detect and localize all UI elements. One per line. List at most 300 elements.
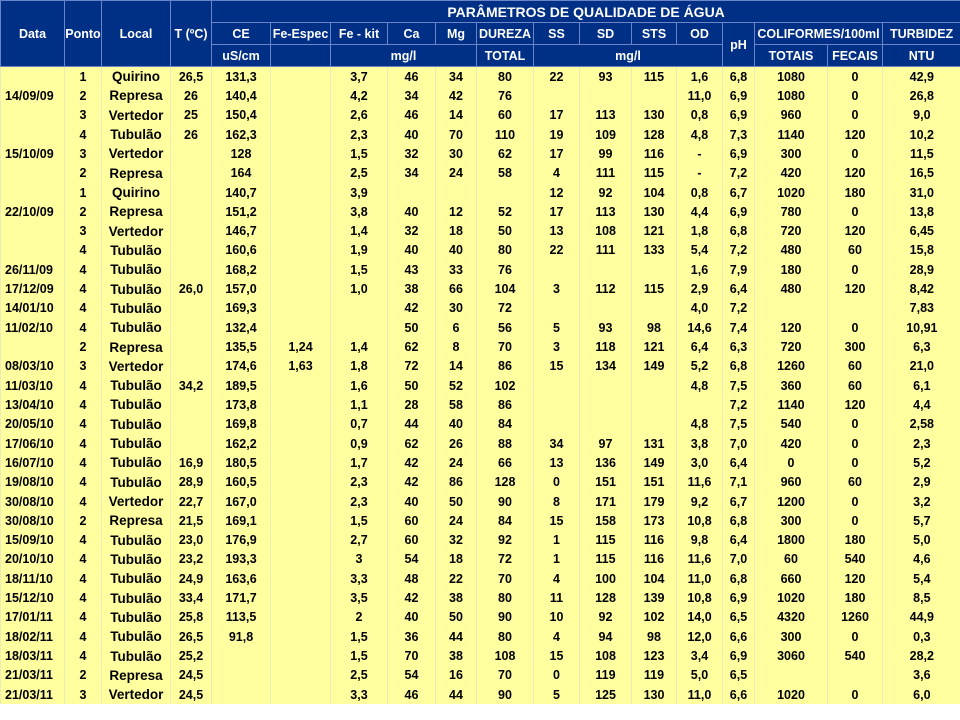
cell-sts[interactable]: 133 bbox=[632, 241, 677, 260]
cell-ca[interactable]: 42 bbox=[388, 299, 436, 318]
header-sts[interactable]: STS bbox=[632, 23, 677, 45]
cell-sts[interactable] bbox=[632, 299, 677, 318]
header-mg[interactable]: Mg bbox=[436, 23, 477, 45]
cell-fe-kit[interactable] bbox=[331, 318, 388, 337]
cell-data[interactable] bbox=[1, 67, 65, 87]
cell-data[interactable]: 11/03/10 bbox=[1, 376, 65, 395]
cell-turbidez[interactable]: 5,0 bbox=[883, 531, 960, 550]
cell-mg[interactable]: 50 bbox=[436, 608, 477, 627]
cell-ph[interactable]: 6,4 bbox=[723, 453, 755, 472]
cell-ss[interactable]: 4 bbox=[534, 569, 580, 588]
cell-mg[interactable]: 22 bbox=[436, 569, 477, 588]
cell-mg[interactable]: 70 bbox=[436, 125, 477, 144]
cell-ponto[interactable]: 4 bbox=[65, 395, 102, 414]
cell-local[interactable]: Tubulão bbox=[102, 415, 171, 434]
cell-coliformes-totais[interactable]: 1020 bbox=[755, 588, 828, 607]
cell-ce[interactable]: 113,5 bbox=[212, 608, 271, 627]
header-ss[interactable]: SS bbox=[534, 23, 580, 45]
cell-local[interactable]: Tubulão bbox=[102, 608, 171, 627]
cell-coliformes-totais[interactable]: 1800 bbox=[755, 531, 828, 550]
cell-od[interactable]: 14,6 bbox=[677, 318, 723, 337]
cell-ca[interactable]: 60 bbox=[388, 531, 436, 550]
cell-ph[interactable]: 7,2 bbox=[723, 395, 755, 414]
cell-turbidez[interactable]: 6,0 bbox=[883, 685, 960, 704]
cell-local[interactable]: Vertedor bbox=[102, 106, 171, 125]
cell-dureza[interactable]: 80 bbox=[477, 627, 534, 646]
cell-sd[interactable]: 93 bbox=[580, 67, 632, 87]
cell-temperature[interactable] bbox=[171, 144, 212, 163]
cell-ph[interactable]: 7,4 bbox=[723, 318, 755, 337]
cell-temperature[interactable]: 26 bbox=[171, 125, 212, 144]
cell-turbidez[interactable]: 26,8 bbox=[883, 86, 960, 105]
cell-sts[interactable]: 115 bbox=[632, 164, 677, 183]
cell-sts[interactable] bbox=[632, 415, 677, 434]
cell-fe-kit[interactable]: 1,7 bbox=[331, 453, 388, 472]
cell-coliformes-fecais[interactable]: 180 bbox=[828, 531, 883, 550]
cell-data[interactable]: 15/12/10 bbox=[1, 588, 65, 607]
cell-mg[interactable] bbox=[436, 183, 477, 202]
cell-dureza[interactable]: 102 bbox=[477, 376, 534, 395]
cell-ponto[interactable]: 4 bbox=[65, 453, 102, 472]
cell-coliformes-fecais[interactable]: 540 bbox=[828, 550, 883, 569]
cell-sd[interactable]: 158 bbox=[580, 511, 632, 530]
cell-turbidez[interactable]: 0,3 bbox=[883, 627, 960, 646]
cell-fe-kit[interactable]: 2,7 bbox=[331, 531, 388, 550]
cell-sts[interactable]: 116 bbox=[632, 144, 677, 163]
cell-ph[interactable]: 6,7 bbox=[723, 183, 755, 202]
cell-local[interactable]: Tubulão bbox=[102, 588, 171, 607]
cell-ss[interactable]: 3 bbox=[534, 279, 580, 298]
cell-mg[interactable]: 52 bbox=[436, 376, 477, 395]
header-local[interactable]: Local bbox=[102, 1, 171, 67]
cell-coliformes-totais[interactable]: 720 bbox=[755, 337, 828, 356]
cell-fe-espec[interactable] bbox=[271, 106, 331, 125]
cell-od[interactable]: 1,6 bbox=[677, 67, 723, 87]
cell-turbidez[interactable]: 5,7 bbox=[883, 511, 960, 530]
cell-fe-kit[interactable]: 1,1 bbox=[331, 395, 388, 414]
cell-coliformes-totais[interactable]: 360 bbox=[755, 376, 828, 395]
cell-local[interactable]: Tubulão bbox=[102, 318, 171, 337]
cell-ca[interactable]: 42 bbox=[388, 453, 436, 472]
cell-sd[interactable]: 128 bbox=[580, 588, 632, 607]
cell-ca[interactable]: 54 bbox=[388, 550, 436, 569]
cell-dureza[interactable]: 84 bbox=[477, 415, 534, 434]
cell-ponto[interactable]: 4 bbox=[65, 241, 102, 260]
cell-fe-kit[interactable]: 1,5 bbox=[331, 627, 388, 646]
cell-data[interactable] bbox=[1, 222, 65, 241]
cell-ce[interactable]: 167,0 bbox=[212, 492, 271, 511]
cell-od[interactable]: 4,8 bbox=[677, 415, 723, 434]
cell-mg[interactable]: 24 bbox=[436, 164, 477, 183]
cell-fe-kit[interactable]: 1,9 bbox=[331, 241, 388, 260]
cell-coliformes-totais[interactable] bbox=[755, 666, 828, 685]
cell-od[interactable]: 5,0 bbox=[677, 666, 723, 685]
cell-coliformes-fecais[interactable]: 180 bbox=[828, 183, 883, 202]
cell-fe-kit[interactable]: 3,8 bbox=[331, 202, 388, 221]
cell-fe-kit[interactable]: 1,8 bbox=[331, 357, 388, 376]
cell-od[interactable]: 10,8 bbox=[677, 511, 723, 530]
cell-od[interactable]: 11,6 bbox=[677, 550, 723, 569]
cell-temperature[interactable] bbox=[171, 357, 212, 376]
cell-coliformes-fecais[interactable]: 120 bbox=[828, 222, 883, 241]
cell-ss[interactable]: 5 bbox=[534, 318, 580, 337]
cell-local[interactable]: Represa bbox=[102, 86, 171, 105]
cell-sts[interactable] bbox=[632, 86, 677, 105]
header-sd[interactable]: SD bbox=[580, 23, 632, 45]
cell-dureza[interactable]: 70 bbox=[477, 337, 534, 356]
cell-sd[interactable]: 92 bbox=[580, 608, 632, 627]
cell-dureza[interactable]: 56 bbox=[477, 318, 534, 337]
cell-fe-kit[interactable]: 3,9 bbox=[331, 183, 388, 202]
cell-ca[interactable]: 40 bbox=[388, 608, 436, 627]
cell-coliformes-totais[interactable]: 300 bbox=[755, 511, 828, 530]
cell-ca[interactable]: 40 bbox=[388, 241, 436, 260]
cell-fe-kit[interactable]: 2,5 bbox=[331, 164, 388, 183]
cell-ponto[interactable]: 4 bbox=[65, 569, 102, 588]
cell-ss[interactable] bbox=[534, 260, 580, 279]
cell-ca[interactable]: 42 bbox=[388, 588, 436, 607]
cell-data[interactable]: 18/03/11 bbox=[1, 646, 65, 665]
cell-ss[interactable] bbox=[534, 376, 580, 395]
cell-data[interactable] bbox=[1, 106, 65, 125]
cell-mg[interactable]: 24 bbox=[436, 511, 477, 530]
cell-sts[interactable]: 115 bbox=[632, 67, 677, 87]
cell-fe-espec[interactable] bbox=[271, 164, 331, 183]
cell-ponto[interactable]: 2 bbox=[65, 511, 102, 530]
cell-coliformes-totais[interactable]: 1020 bbox=[755, 685, 828, 704]
cell-ph[interactable]: 7,5 bbox=[723, 376, 755, 395]
cell-temperature[interactable] bbox=[171, 299, 212, 318]
cell-turbidez[interactable]: 5,4 bbox=[883, 569, 960, 588]
cell-fe-kit[interactable]: 3,7 bbox=[331, 67, 388, 87]
cell-ce[interactable]: 132,4 bbox=[212, 318, 271, 337]
cell-coliformes-fecais[interactable]: 0 bbox=[828, 202, 883, 221]
cell-ponto[interactable]: 2 bbox=[65, 86, 102, 105]
cell-mg[interactable]: 12 bbox=[436, 202, 477, 221]
cell-ph[interactable]: 6,8 bbox=[723, 357, 755, 376]
cell-data[interactable] bbox=[1, 337, 65, 356]
cell-ponto[interactable]: 4 bbox=[65, 550, 102, 569]
cell-sd[interactable]: 92 bbox=[580, 183, 632, 202]
cell-ce[interactable]: 193,3 bbox=[212, 550, 271, 569]
cell-local[interactable]: Tubulão bbox=[102, 395, 171, 414]
cell-fe-kit[interactable]: 0,7 bbox=[331, 415, 388, 434]
cell-od[interactable]: 12,0 bbox=[677, 627, 723, 646]
cell-ph[interactable]: 6,9 bbox=[723, 202, 755, 221]
cell-fe-espec[interactable] bbox=[271, 434, 331, 453]
cell-od[interactable]: 3,8 bbox=[677, 434, 723, 453]
cell-ca[interactable]: 46 bbox=[388, 685, 436, 704]
cell-ce[interactable]: 171,7 bbox=[212, 588, 271, 607]
cell-sd[interactable]: 136 bbox=[580, 453, 632, 472]
cell-temperature[interactable] bbox=[171, 183, 212, 202]
cell-ponto[interactable]: 3 bbox=[65, 685, 102, 704]
cell-ca[interactable]: 43 bbox=[388, 260, 436, 279]
cell-ce[interactable]: 91,8 bbox=[212, 627, 271, 646]
cell-fe-kit[interactable]: 2,5 bbox=[331, 666, 388, 685]
cell-ph[interactable]: 6,8 bbox=[723, 222, 755, 241]
cell-coliformes-fecais[interactable]: 0 bbox=[828, 106, 883, 125]
cell-sts[interactable]: 119 bbox=[632, 666, 677, 685]
cell-fe-kit[interactable]: 4,2 bbox=[331, 86, 388, 105]
header-data[interactable]: Data bbox=[1, 1, 65, 67]
cell-sts[interactable]: 131 bbox=[632, 434, 677, 453]
cell-ca[interactable]: 72 bbox=[388, 357, 436, 376]
cell-fe-espec[interactable] bbox=[271, 67, 331, 87]
cell-turbidez[interactable]: 10,91 bbox=[883, 318, 960, 337]
cell-ce[interactable]: 176,9 bbox=[212, 531, 271, 550]
cell-coliformes-fecais[interactable]: 0 bbox=[828, 144, 883, 163]
cell-od[interactable]: 4,0 bbox=[677, 299, 723, 318]
cell-fe-kit[interactable]: 3,3 bbox=[331, 685, 388, 704]
cell-sd[interactable]: 118 bbox=[580, 337, 632, 356]
cell-turbidez[interactable]: 6,45 bbox=[883, 222, 960, 241]
header-temperature[interactable]: T (ºC) bbox=[171, 1, 212, 67]
cell-ph[interactable]: 6,8 bbox=[723, 67, 755, 87]
cell-data[interactable]: 21/03/11 bbox=[1, 685, 65, 704]
cell-ponto[interactable]: 4 bbox=[65, 434, 102, 453]
cell-ce[interactable]: 128 bbox=[212, 144, 271, 163]
cell-sts[interactable] bbox=[632, 376, 677, 395]
cell-sd[interactable]: 100 bbox=[580, 569, 632, 588]
cell-ce[interactable]: 169,1 bbox=[212, 511, 271, 530]
cell-data[interactable]: 21/03/11 bbox=[1, 666, 65, 685]
cell-dureza[interactable]: 72 bbox=[477, 550, 534, 569]
cell-temperature[interactable]: 25,2 bbox=[171, 646, 212, 665]
cell-ca[interactable]: 28 bbox=[388, 395, 436, 414]
cell-sd[interactable] bbox=[580, 299, 632, 318]
cell-mg[interactable]: 66 bbox=[436, 279, 477, 298]
cell-local[interactable]: Tubulão bbox=[102, 376, 171, 395]
cell-local[interactable]: Tubulão bbox=[102, 531, 171, 550]
cell-coliformes-totais[interactable]: 180 bbox=[755, 260, 828, 279]
cell-turbidez[interactable]: 21,0 bbox=[883, 357, 960, 376]
cell-od[interactable]: 0,8 bbox=[677, 106, 723, 125]
cell-dureza[interactable]: 80 bbox=[477, 241, 534, 260]
cell-coliformes-totais[interactable]: 960 bbox=[755, 473, 828, 492]
cell-fe-kit[interactable]: 2,3 bbox=[331, 125, 388, 144]
cell-ss[interactable] bbox=[534, 299, 580, 318]
cell-temperature[interactable]: 26,5 bbox=[171, 627, 212, 646]
cell-od[interactable]: 3,4 bbox=[677, 646, 723, 665]
cell-od[interactable]: 14,0 bbox=[677, 608, 723, 627]
cell-temperature[interactable]: 34,2 bbox=[171, 376, 212, 395]
cell-coliformes-fecais[interactable]: 0 bbox=[828, 415, 883, 434]
cell-sd[interactable]: 113 bbox=[580, 106, 632, 125]
cell-mg[interactable]: 34 bbox=[436, 67, 477, 87]
cell-ph[interactable]: 7,2 bbox=[723, 241, 755, 260]
cell-sd[interactable]: 94 bbox=[580, 627, 632, 646]
cell-dureza[interactable]: 90 bbox=[477, 685, 534, 704]
cell-mg[interactable]: 16 bbox=[436, 666, 477, 685]
cell-sd[interactable]: 99 bbox=[580, 144, 632, 163]
cell-sts[interactable]: 149 bbox=[632, 453, 677, 472]
cell-ph[interactable]: 6,4 bbox=[723, 531, 755, 550]
cell-ph[interactable]: 6,8 bbox=[723, 511, 755, 530]
cell-data[interactable]: 15/10/09 bbox=[1, 144, 65, 163]
cell-sd[interactable]: 108 bbox=[580, 222, 632, 241]
cell-ph[interactable]: 6,9 bbox=[723, 86, 755, 105]
cell-ce[interactable]: 173,8 bbox=[212, 395, 271, 414]
cell-turbidez[interactable]: 2,3 bbox=[883, 434, 960, 453]
cell-local[interactable]: Tubulão bbox=[102, 241, 171, 260]
cell-temperature[interactable] bbox=[171, 318, 212, 337]
cell-data[interactable]: 26/11/09 bbox=[1, 260, 65, 279]
cell-temperature[interactable]: 26,0 bbox=[171, 279, 212, 298]
cell-coliformes-totais[interactable]: 60 bbox=[755, 550, 828, 569]
cell-sts[interactable]: 151 bbox=[632, 473, 677, 492]
cell-coliformes-totais[interactable]: 660 bbox=[755, 569, 828, 588]
cell-ca[interactable]: 38 bbox=[388, 279, 436, 298]
cell-ss[interactable] bbox=[534, 415, 580, 434]
cell-od[interactable]: 2,9 bbox=[677, 279, 723, 298]
cell-ce[interactable]: 151,2 bbox=[212, 202, 271, 221]
cell-coliformes-totais[interactable]: 1080 bbox=[755, 86, 828, 105]
cell-coliformes-fecais[interactable] bbox=[828, 299, 883, 318]
cell-temperature[interactable] bbox=[171, 202, 212, 221]
cell-ponto[interactable]: 4 bbox=[65, 492, 102, 511]
cell-sts[interactable]: 130 bbox=[632, 685, 677, 704]
cell-sts[interactable]: 115 bbox=[632, 279, 677, 298]
cell-ca[interactable]: 42 bbox=[388, 473, 436, 492]
cell-ca[interactable]: 32 bbox=[388, 222, 436, 241]
cell-dureza[interactable] bbox=[477, 183, 534, 202]
cell-turbidez[interactable]: 16,5 bbox=[883, 164, 960, 183]
cell-sts[interactable]: 121 bbox=[632, 222, 677, 241]
cell-coliformes-fecais[interactable]: 120 bbox=[828, 279, 883, 298]
cell-temperature[interactable]: 23,2 bbox=[171, 550, 212, 569]
cell-ca[interactable]: 54 bbox=[388, 666, 436, 685]
cell-dureza[interactable]: 128 bbox=[477, 473, 534, 492]
cell-coliformes-totais[interactable]: 4320 bbox=[755, 608, 828, 627]
cell-mg[interactable]: 38 bbox=[436, 588, 477, 607]
cell-ca[interactable]: 36 bbox=[388, 627, 436, 646]
cell-ss[interactable] bbox=[534, 86, 580, 105]
cell-ss[interactable]: 12 bbox=[534, 183, 580, 202]
cell-od[interactable]: 4,8 bbox=[677, 125, 723, 144]
cell-turbidez[interactable]: 2,9 bbox=[883, 473, 960, 492]
cell-data[interactable]: 17/06/10 bbox=[1, 434, 65, 453]
cell-turbidez[interactable]: 9,0 bbox=[883, 106, 960, 125]
cell-fe-kit[interactable]: 2,3 bbox=[331, 473, 388, 492]
cell-coliformes-fecais[interactable]: 60 bbox=[828, 376, 883, 395]
cell-mg[interactable]: 14 bbox=[436, 357, 477, 376]
cell-coliformes-totais[interactable]: 480 bbox=[755, 241, 828, 260]
cell-ponto[interactable]: 2 bbox=[65, 164, 102, 183]
cell-ca[interactable]: 40 bbox=[388, 492, 436, 511]
cell-mg[interactable]: 38 bbox=[436, 646, 477, 665]
cell-data[interactable]: 14/01/10 bbox=[1, 299, 65, 318]
cell-sd[interactable]: 113 bbox=[580, 202, 632, 221]
cell-sts[interactable]: 116 bbox=[632, 531, 677, 550]
cell-local[interactable]: Quirino bbox=[102, 183, 171, 202]
cell-dureza[interactable]: 58 bbox=[477, 164, 534, 183]
cell-ce[interactable]: 160,6 bbox=[212, 241, 271, 260]
cell-coliformes-totais[interactable]: 1020 bbox=[755, 183, 828, 202]
cell-turbidez[interactable]: 31,0 bbox=[883, 183, 960, 202]
cell-fe-kit[interactable]: 1,5 bbox=[331, 144, 388, 163]
cell-fe-espec[interactable] bbox=[271, 627, 331, 646]
cell-sts[interactable]: 98 bbox=[632, 318, 677, 337]
cell-ce[interactable]: 131,3 bbox=[212, 67, 271, 87]
cell-ce[interactable] bbox=[212, 646, 271, 665]
cell-fe-kit[interactable]: 1,5 bbox=[331, 260, 388, 279]
cell-mg[interactable]: 33 bbox=[436, 260, 477, 279]
cell-ph[interactable]: 6,5 bbox=[723, 666, 755, 685]
cell-coliformes-fecais[interactable]: 0 bbox=[828, 511, 883, 530]
cell-ph[interactable]: 7,2 bbox=[723, 299, 755, 318]
cell-od[interactable]: 3,0 bbox=[677, 453, 723, 472]
cell-mg[interactable]: 42 bbox=[436, 86, 477, 105]
cell-ca[interactable]: 46 bbox=[388, 106, 436, 125]
cell-coliformes-totais[interactable] bbox=[755, 299, 828, 318]
cell-sts[interactable]: 179 bbox=[632, 492, 677, 511]
cell-coliformes-totais[interactable]: 120 bbox=[755, 318, 828, 337]
cell-turbidez[interactable]: 28,9 bbox=[883, 260, 960, 279]
header-ce[interactable]: CE bbox=[212, 23, 271, 45]
cell-ponto[interactable]: 2 bbox=[65, 337, 102, 356]
cell-local[interactable]: Vertedor bbox=[102, 685, 171, 704]
cell-ce[interactable]: 150,4 bbox=[212, 106, 271, 125]
cell-ph[interactable]: 6,6 bbox=[723, 685, 755, 704]
cell-turbidez[interactable]: 44,9 bbox=[883, 608, 960, 627]
cell-ce[interactable]: 164 bbox=[212, 164, 271, 183]
cell-fe-kit[interactable]: 2 bbox=[331, 608, 388, 627]
cell-ce[interactable]: 180,5 bbox=[212, 453, 271, 472]
cell-sd[interactable]: 109 bbox=[580, 125, 632, 144]
cell-fe-kit[interactable]: 3,5 bbox=[331, 588, 388, 607]
cell-turbidez[interactable]: 4,4 bbox=[883, 395, 960, 414]
cell-data[interactable]: 22/10/09 bbox=[1, 202, 65, 221]
header-turbidez[interactable]: TURBIDEZ bbox=[883, 23, 960, 45]
cell-fe-espec[interactable] bbox=[271, 511, 331, 530]
cell-ponto[interactable]: 3 bbox=[65, 222, 102, 241]
cell-dureza[interactable]: 72 bbox=[477, 299, 534, 318]
cell-temperature[interactable]: 25 bbox=[171, 106, 212, 125]
cell-temperature[interactable] bbox=[171, 260, 212, 279]
cell-dureza[interactable]: 66 bbox=[477, 453, 534, 472]
cell-coliformes-fecais[interactable]: 300 bbox=[828, 337, 883, 356]
cell-ss[interactable]: 0 bbox=[534, 473, 580, 492]
cell-ca[interactable]: 62 bbox=[388, 434, 436, 453]
cell-temperature[interactable]: 16,9 bbox=[171, 453, 212, 472]
cell-temperature[interactable] bbox=[171, 241, 212, 260]
cell-ponto[interactable]: 3 bbox=[65, 357, 102, 376]
cell-temperature[interactable]: 24,9 bbox=[171, 569, 212, 588]
cell-ss[interactable]: 17 bbox=[534, 144, 580, 163]
cell-sts[interactable]: 130 bbox=[632, 106, 677, 125]
cell-sd[interactable]: 97 bbox=[580, 434, 632, 453]
cell-data[interactable] bbox=[1, 183, 65, 202]
cell-ce[interactable]: 140,7 bbox=[212, 183, 271, 202]
cell-local[interactable]: Tubulão bbox=[102, 646, 171, 665]
cell-temperature[interactable] bbox=[171, 395, 212, 414]
cell-dureza[interactable]: 52 bbox=[477, 202, 534, 221]
cell-fe-kit[interactable]: 1,0 bbox=[331, 279, 388, 298]
cell-coliformes-totais[interactable]: 1260 bbox=[755, 357, 828, 376]
cell-coliformes-fecais[interactable]: 120 bbox=[828, 164, 883, 183]
cell-local[interactable]: Represa bbox=[102, 511, 171, 530]
cell-ph[interactable]: 7,2 bbox=[723, 164, 755, 183]
header-totais[interactable]: TOTAIS bbox=[755, 45, 828, 67]
cell-sd[interactable]: 111 bbox=[580, 164, 632, 183]
cell-fe-espec[interactable] bbox=[271, 550, 331, 569]
cell-coliformes-fecais[interactable]: 60 bbox=[828, 241, 883, 260]
cell-dureza[interactable]: 92 bbox=[477, 531, 534, 550]
cell-sd[interactable]: 112 bbox=[580, 279, 632, 298]
cell-mg[interactable]: 58 bbox=[436, 395, 477, 414]
cell-ss[interactable]: 13 bbox=[534, 453, 580, 472]
